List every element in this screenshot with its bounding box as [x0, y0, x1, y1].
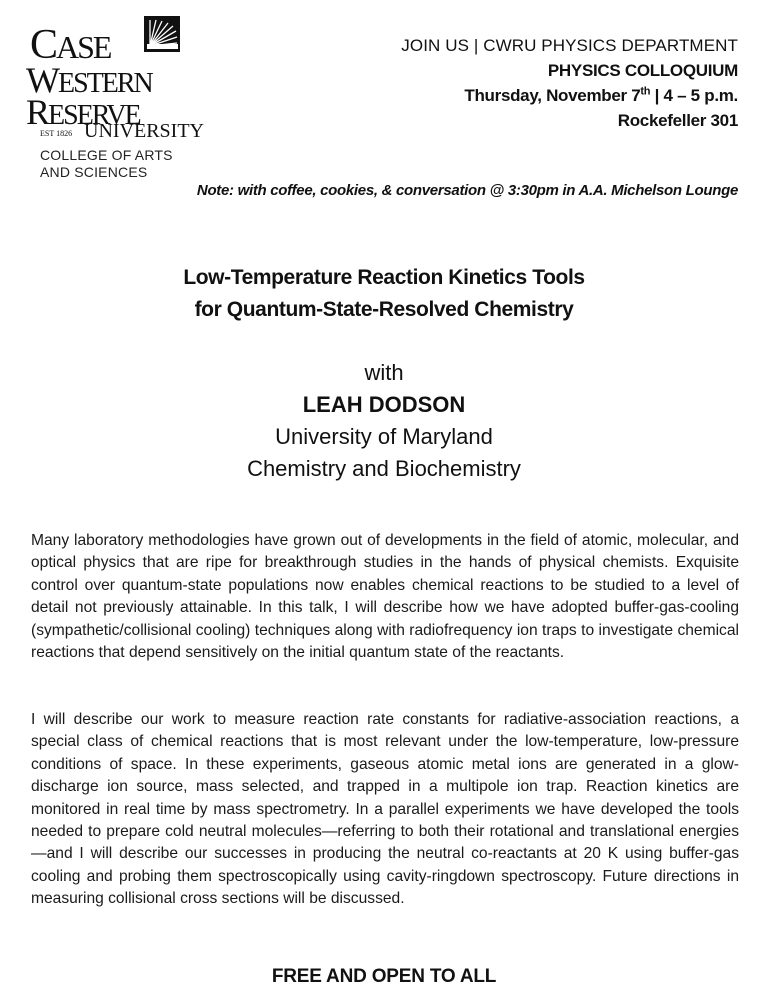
date-text: Thursday, November 7: [464, 86, 641, 105]
event-name: PHYSICS COLLOQUIUM: [547, 61, 738, 80]
sunburst-icon: [144, 16, 180, 52]
date-suffix: th: [640, 85, 651, 98]
coffee-note: Note: with coffee, cookies, & conversation @ 3:30pm in A.A. Michelson Lounge: [196, 182, 738, 199]
logo-western: WESTERN: [26, 60, 152, 100]
speaker-block: [0, 357, 768, 485]
logo-case: CASE: [30, 22, 111, 68]
speaker-name: LEAH DODSON: [302, 392, 466, 417]
join-line: JOIN US | CWRU PHYSICS DEPARTMENT: [401, 36, 738, 55]
logo-university: UNIVERSITY: [84, 120, 204, 142]
footer-note: FREE AND OPEN TO ALL: [271, 966, 497, 987]
event-date: [401, 83, 738, 108]
logo-reserve: RESERVE: [26, 92, 140, 132]
talk-title-line-2: for Quantum-State-Resolved Chemistry: [194, 298, 574, 321]
event-header: [401, 33, 738, 133]
speaker-affiliation-1: University of Maryland: [275, 424, 493, 449]
speaker-affiliation-2: Chemistry and Biochemistry: [247, 456, 521, 481]
event-location: Rockefeller 301: [617, 111, 738, 130]
abstract-paragraph-1: Many laboratory methodologies have grown out of developments in the field of atomic, molecular, and optical physics that are ripe for breakthrough studies in the hands of physical chemists. Exquisite control over quantum-state populations now enables chemical reactions to be studied to a level of detail not previously attainable. In this talk, I will describe how we have adopted buffer-gas-cooling (sympathetic/collisional cooling) techniques along with radiofrequency ion traps to investigate chemical reactions that depend sensitively on the initial quantum state of the reactants.: [31, 532, 739, 662]
college-name: [40, 147, 173, 181]
abstract-paragraph-2: I will describe our work to measure reaction rate constants for radiative-association reactions, a special class of chemical reactions that is most relevant under the low-temperature, low-pressure conditions of space. In these experiments, gaseous atomic metal ions are generated in a glow-discharge ion source, mass selected, and trapped in a multipole ion trap. Reaction kinetics are monitored in real time by mass spectrometry. In a parallel experiments we have developed the tools needed to prepare cold neutral molecules—referring to both their rotational and translational energies—and I will describe our successes in producing the neutral co-reactants at 20 K using buffer-gas cooling and probing them spectroscopically using cavity-ringdown spectroscopy. Future directions in measuring collisional cross sections will be discussed.: [31, 711, 739, 908]
college-line-1: COLLEGE OF ARTS: [40, 147, 173, 163]
college-line-2: AND SCIENCES: [40, 164, 148, 180]
speaker-with: with: [364, 360, 404, 385]
time-text: | 4 – 5 p.m.: [650, 86, 738, 105]
university-logo: [26, 16, 204, 182]
logo-est: EST 1826: [40, 129, 73, 138]
talk-title-line-1: Low-Temperature Reaction Kinetics Tools: [183, 266, 585, 289]
talk-title: [0, 262, 768, 326]
